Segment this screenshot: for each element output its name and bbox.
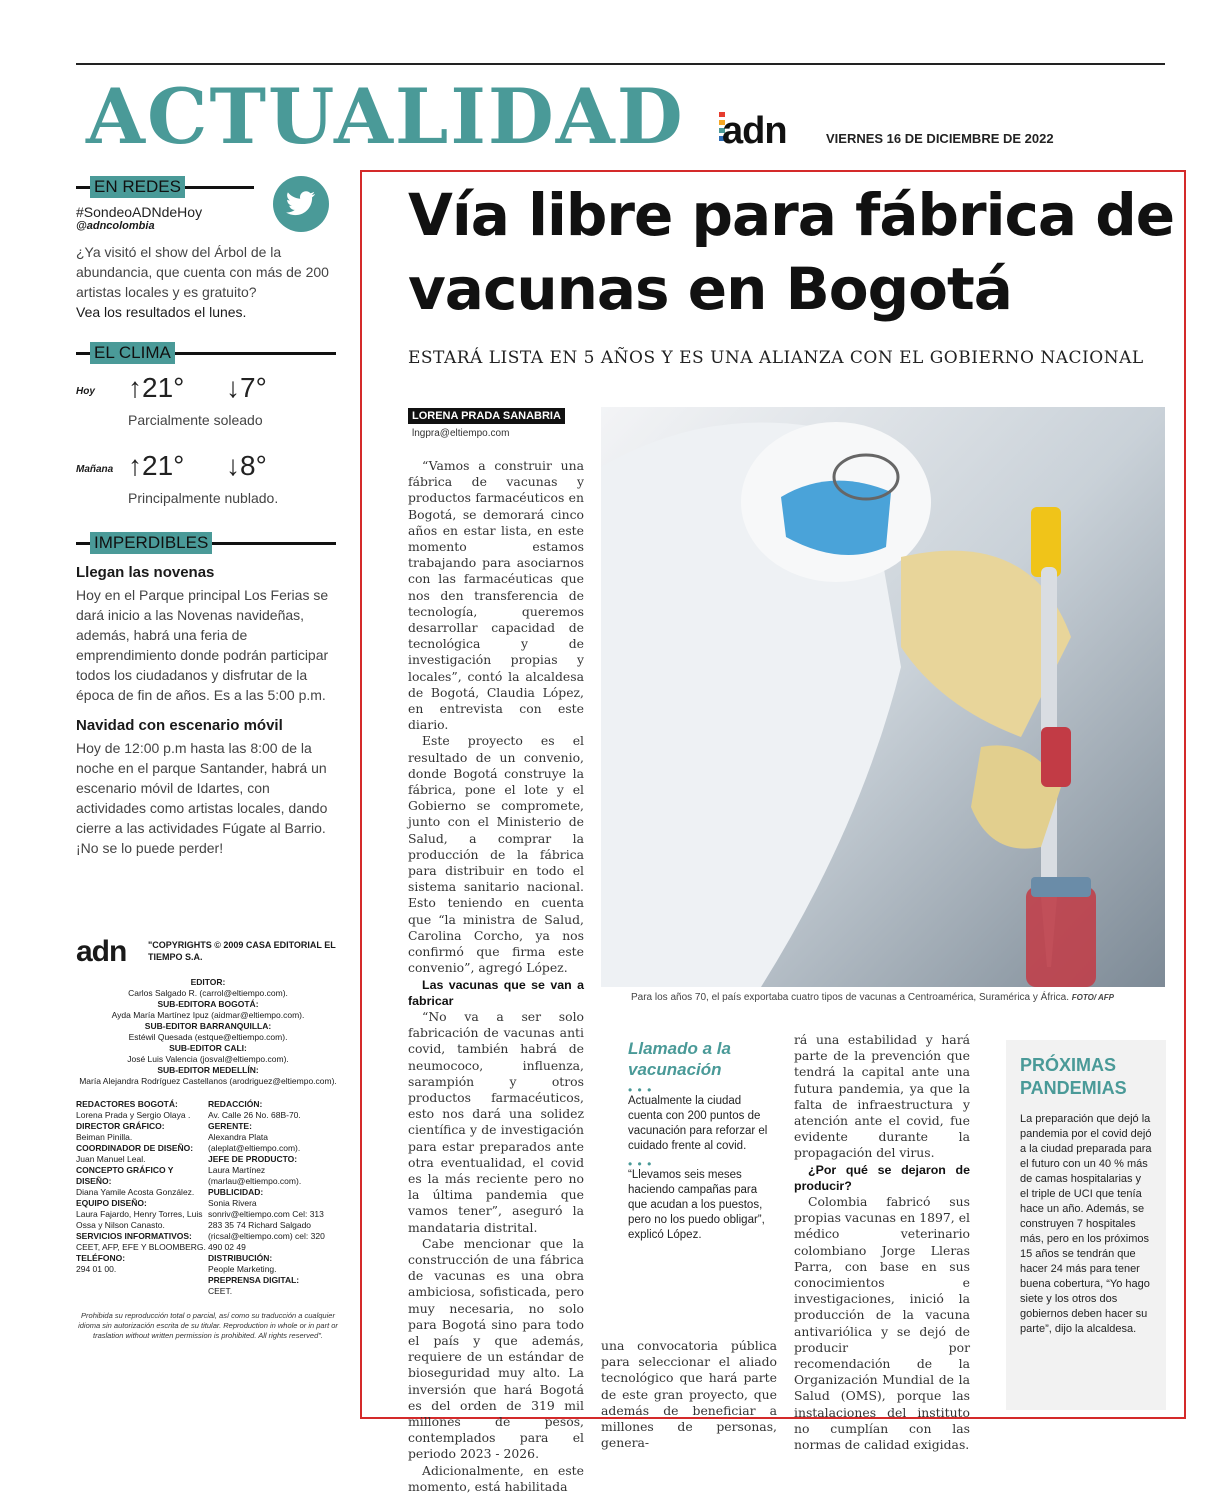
- legal-notice: Prohibida su reproducción total o parcial, así como su traducción a cualquier idioma sin autorización escrita de su titular. Reproduction in whole or in part or traslation without written permission is prohibited. All rights reserved".: [78, 1311, 338, 1340]
- issue-date: VIERNES 16 DE DICIEMBRE DE 2022: [826, 131, 1054, 146]
- sidebar: [76, 176, 336, 858]
- callout-item: “Llevamos seis meses haciendo campañas para que acudan a los puestos, pero no los puedo obligar”, explicó López.: [628, 1169, 765, 1241]
- bullet-dots-icon: • • •: [628, 1083, 653, 1097]
- bullet-dots-icon: • • •: [628, 1157, 653, 1171]
- article-column-2-bottom: una convocatoria pública para seleccionar el aliado tecnológico que hará parte de este gran proyecto, que además de beneficiar a millones de personas, genera-: [601, 1338, 777, 1451]
- temp-high: ↑21°: [128, 372, 185, 403]
- weather-desc: Parcialmente soleado: [128, 412, 263, 428]
- adn-logo: adn: [722, 110, 787, 152]
- weather-day: Mañana: [76, 464, 114, 475]
- event-body: Hoy de 12:00 p.m hasta las 8:00 de la noche en el parque Santander, habrá un escenario móvil de Idartes, con actividades como artistas locales, dando cierre a las actividades Fúgate al Barrio. ¡No se lo puede perder!: [76, 740, 328, 856]
- en-redes-section: [76, 176, 336, 320]
- staff-right: REDACCIÓN: Av. Calle 26 No. 68B-70. GERENTE: Alexandra Plata (aleplat@eltiempo.com). JEFE DE PRODUCTO: Laura Martínez (marlau@eltiempo.com). PUBLICIDAD: Sonia Rivera sonriv@eltiempo.com Cel: 313 283 35 74 Richard Salgado (ricsal@eltiempo.com) cel: 320 490 02 49 DISTRIBUCIÓN: People Marketing. PREPRENSA DIGITAL: CEET.: [208, 1099, 325, 1296]
- article-headline: Vía libre para fábrica de vacunas en Bogotá: [408, 181, 1175, 323]
- editors-list: EDITOR: Carlos Salgado R. (carrol@eltiempo.com). SUB-EDITORA BOGOTÁ: Ayda María Martínez Ipuz (aidmar@eltiempo.com). SUB-EDITOR BARRANQUILLA: Estéwil Quesada (estque@eltiempo.com). SUB-EDITOR CALI: José Luis Valencia (josval@eltiempo.com). SUB-EDITOR MEDELLÍN: María Alejandra Rodríguez Castellanos (arodriguez@eltiempo.com).: [79, 977, 337, 1086]
- callout-title: Llamado a la vacunación: [628, 1039, 731, 1079]
- event-title: Llegan las novenas: [76, 564, 215, 581]
- sidebox-text: La preparación que dejó la pandemia por el covid dejó a la ciudad preparada para el futuro con un 40 % más de camas hospitalarias y el triple de UCI que tenía hace un año. Además, se construyen 7 hospitales más, pero en los próximos 15 años se tendrán que hacer 24 más para tener buena cobertura, “Yo hago siete y los otros dos gobiernos deben hacer su parte”, dijo la alcaldesa.: [1020, 1113, 1152, 1335]
- author-email: lngpra@eltiempo.com: [412, 428, 510, 439]
- top-rule: [76, 63, 1165, 65]
- section-label: EN REDES: [90, 176, 185, 198]
- temp-low: ↓7°: [226, 372, 267, 403]
- event-body: Hoy en el Parque principal Los Ferias se dará inicio a las Novenas navideñas, además, habrá una feria de emprendimiento donde podrán participar todos los ciudadanos y disfrutar de la época de fin de años. Es a las 5:00 p.m.: [76, 587, 329, 703]
- article-column-1: “Vamos a construir una fábrica de vacunas y productos farmacéuticos en Bogotá, se demorará cinco años en estar lista, en este momento estamos trabajando para asociarnos con las farmacéuticas que nos den transferencia de tecnología, queremos desarrollar capacidad de tecnológica y de investigación propias y locales”, contó la alcaldesa de Bogotá, Claudia López, en entrevista con este diario. Este proyecto es el resultado de un convenio, donde Bogotá construye la fábrica, pone el lote y el Gobierno se compromete, junto con el Ministerio de Salud, a comprar la producción de la fábrica para distribuir en todo el sistema sanitario nacional. Esto teniendo en cuenta que “la ministra de Salud, Carolina Corcho, ya nos confirmó que firma este convenio”, agregó López. Las vacunas que se van a fabricar “No va a ser solo fabricación de vacunas anti covid, también habrá de neumococo, influenza, sarampión y otros productos farmacéuticos, esto nos dará una solidez científica y de investigación para estar preparados ante otra eventualidad, el covid es la más reciente pero no la última pandemia que vamos tener”, aseguró la mandataria distrital. Cabe mencionar que la construcción de una fábrica de vacunas es una obra ambiciosa, sofisticada, pero muy necesaria, no solo para Bogotá sino para todo el país y que además, requiere de un estándar de bioseguridad muy alto. La inversión que hará Bogotá es del orden de 319 mil millones de pesos, contemplados para el periodo 2023 - 2026. Adicionalmente, en este momento, está habilitada: [408, 458, 584, 1494]
- weather-desc: Principalmente nublado.: [128, 490, 279, 506]
- proximas-pandemias-box: [1006, 1040, 1166, 1410]
- section-header-en-redes: [76, 176, 254, 198]
- staff-left: REDACTORES BOGOTÁ: Lorena Prada y Sergio Olaya . DIRECTOR GRÁFICO: Beiman Pinilla. COORDINADOR DE DISEÑO: Juan Manuel Leal. CONCEPTO GRÁFICO Y DISEÑO: Diana Yamile Acosta González. EQUIPO DISEÑO: Laura Fajardo, Henry Torres, Luis Ossa y Nilson Canasto. SERVICIOS INFORMATIVOS: CEET, AFP, EFE Y BLOOMBERG. TELÉFONO: 294 01 00.: [76, 1099, 206, 1274]
- photo-caption: Para los años 70, el país exportaba cuatro tipos de vacunas a Centroamérica, Suramérica y África. FOTO/ AFP: [631, 992, 1115, 1003]
- weather-today: [76, 372, 336, 450]
- section-label: IMPERDIBLES: [90, 532, 212, 554]
- el-clima-section: [76, 342, 336, 528]
- event-title: Navidad con escenario móvil: [76, 717, 283, 734]
- twitter-bird-icon: [273, 176, 329, 232]
- callout-box: [618, 1038, 778, 1243]
- article-subhead: ESTARÁ LISTA EN 5 AÑOS Y ES UNA ALIANZA CON EL GOBIERNO NACIONAL: [408, 348, 1144, 368]
- hashtag: #SondeoADNdeHoy: [76, 204, 203, 220]
- section-title: ACTUALIDAD: [86, 72, 685, 161]
- sidebox-title: PRÓXIMAS PANDEMIAS: [1020, 1055, 1127, 1098]
- poll-question: ¿Ya visitó el show del Árbol de la abundancia, que cuenta con más de 200 artistas locales y es gratuito?: [76, 244, 329, 300]
- credits-box: [76, 935, 340, 1341]
- photo-credit: FOTO/ AFP: [1071, 993, 1115, 1002]
- temp-low: ↓8°: [226, 450, 267, 481]
- article-subheading: Las vacunas que se van a fabricar: [408, 977, 584, 1008]
- author-byline: LORENA PRADA SANABRIA: [408, 408, 565, 424]
- section-header-el-clima: [76, 342, 336, 364]
- section-header-imperdibles: [76, 532, 336, 554]
- weather-tomorrow: [76, 450, 336, 528]
- section-label: EL CLIMA: [90, 342, 175, 364]
- article-column-3: rá una estabilidad y hará parte de la prevención que tendrá la capital ante una futura pandemia, ya que la falta de infraestructura y atención ante el covid, fue evidente durante la propagación del virus. ¿Por qué se dejaron de producir? Colombia fabricó sus propias vacunas en 1897, el médico veterinario colombiano Jorge Lleras Parra, con base en sus conocimientos e investigaciones, inició la producción de la vacuna antivariólica y se dejó de producir por recomendación de la Organización Mundial de la Salud (OMS), porque las instalaciones del instituto no cumplían con las normas de calidad exigidas.: [794, 1032, 970, 1453]
- weather-day: Hoy: [76, 386, 95, 397]
- callout-item: Actualmente la ciudad cuenta con 200 puntos de vacunación para reforzar el cuidado frente al covid.: [628, 1095, 768, 1152]
- twitter-handle: @adncolombia: [76, 220, 155, 232]
- imperdibles-section: [76, 532, 336, 858]
- temp-high: ↑21°: [128, 450, 185, 481]
- poll-results-note: Vea los resultados el lunes.: [76, 304, 247, 320]
- article-photo: [601, 407, 1165, 987]
- adn-logo-small: adn: [76, 935, 127, 968]
- article-subheading: ¿Por qué se dejaron de producir?: [794, 1162, 970, 1193]
- copyright: "COPYRIGHTS © 2009 CASA EDITORIAL EL TIEMPO S.A.: [148, 940, 336, 962]
- staff-columns: [76, 1099, 340, 1297]
